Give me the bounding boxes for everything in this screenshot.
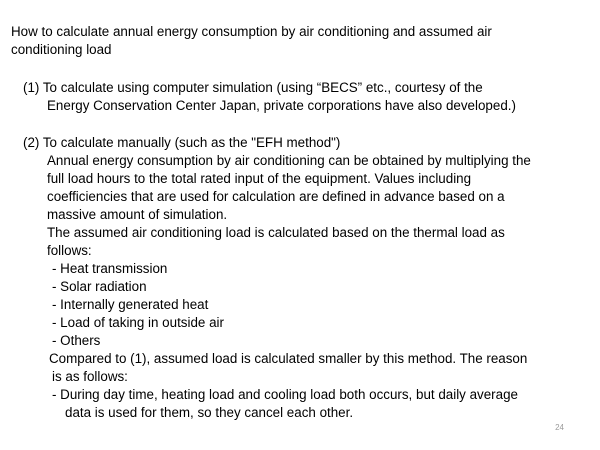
paragraph-line: is as follows: (52, 369, 128, 384)
section-1-line-1: (1) To calculate using computer simulation (using “BECS” etc., courtesy of the (23, 80, 483, 95)
slide-title-line-2: conditioning load (11, 42, 112, 57)
paragraph-line: Compared to (1), assumed load is calculated smaller by this method. The reason (49, 351, 528, 366)
section-2-heading: (2) To calculate manually (such as the "EFH method") (23, 135, 341, 150)
reason-line: - During day time, heating load and cooling load both occurs, but daily average (52, 387, 518, 402)
list-item: - Internally generated heat (52, 297, 209, 312)
paragraph-line: full load hours to the total rated input of the equipment. Values including (47, 171, 472, 186)
paragraph-line: coefficiencies that are used for calculation are defined in advance based on a (47, 189, 505, 204)
paragraph-line: The assumed air conditioning load is calculated based on the thermal load as (47, 225, 505, 240)
list-item: - Load of taking in outside air (52, 315, 224, 330)
paragraph-line: massive amount of simulation. (47, 207, 228, 222)
paragraph-line: follows: (47, 243, 92, 258)
reason-line: data is used for them, so they cancel each other. (65, 405, 354, 420)
list-item: - Heat transmission (52, 261, 168, 276)
page-number: 24 (555, 423, 564, 432)
list-item: - Others (52, 333, 101, 348)
list-item: - Solar radiation (52, 279, 147, 294)
section-1-line-2: Energy Conservation Center Japan, private corporations have also developed.) (47, 98, 516, 113)
slide-title-line-1: How to calculate annual energy consumption by air conditioning and assumed air (11, 24, 492, 39)
paragraph-line: Annual energy consumption by air conditioning can be obtained by multiplying the (47, 153, 531, 168)
